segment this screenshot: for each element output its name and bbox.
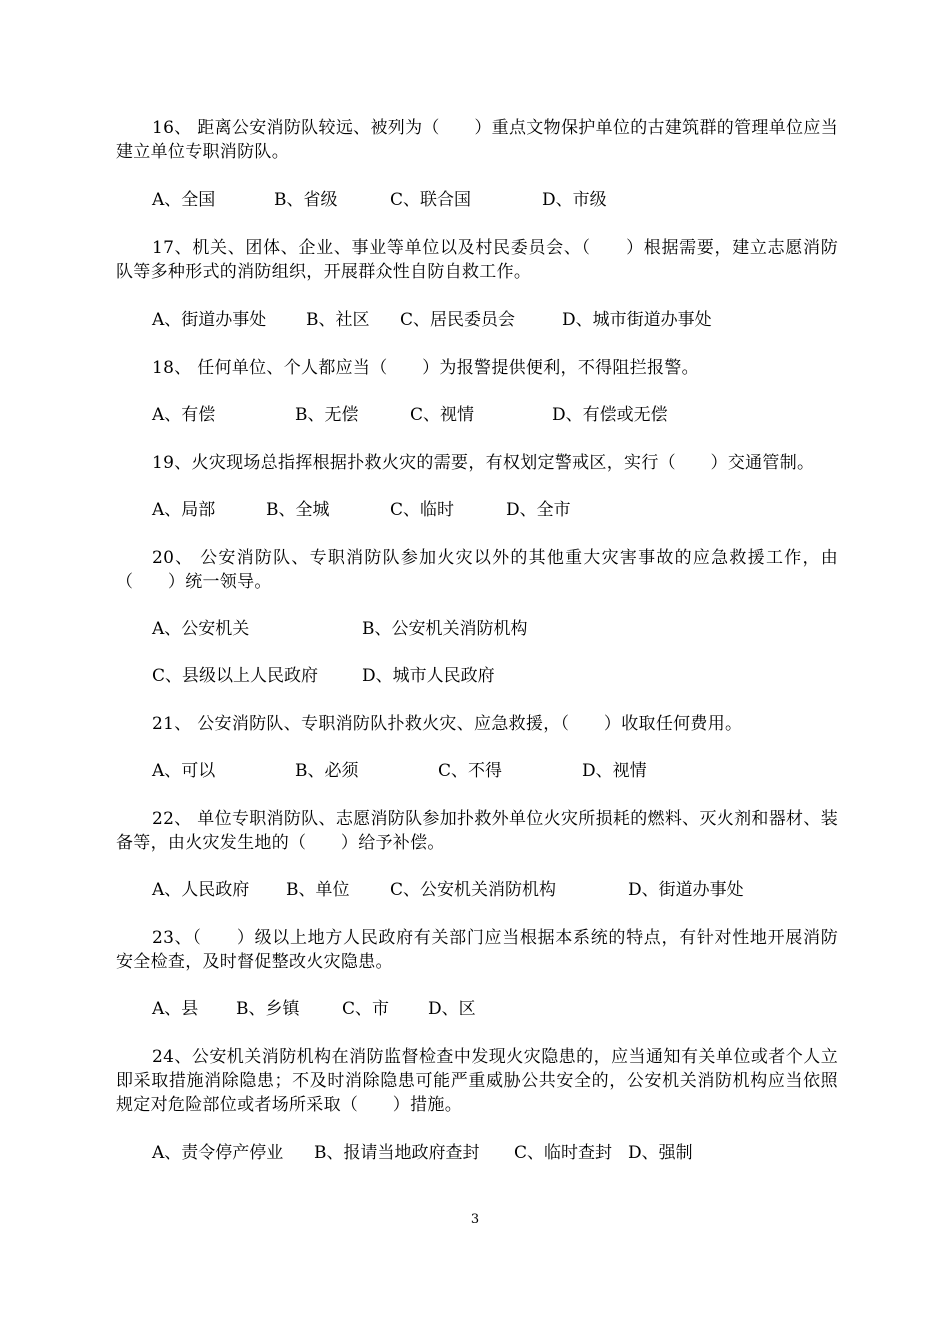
option-a: A、局部 (152, 500, 216, 520)
question-16: 16、 距离公安消防队较远、被列为（ ）重点文物保护单位的古建筑群的管理单位应当建立单位专职消防队。 (116, 118, 838, 162)
option-d: D、街道办事处 (628, 880, 744, 900)
option-a: A、公安机关 (152, 619, 250, 639)
option-b: B、公安机关消防机构 (362, 619, 528, 639)
option-c: C、临时查封 (514, 1143, 613, 1163)
option-b: B、必须 (295, 761, 359, 781)
question-17: 17、机关、团体、企业、事业等单位以及村民委员会、（ ）根据需要，建立志愿消防队等多种形式的消防组织，开展群众性自防自救工作。 (116, 238, 838, 282)
option-b: B、全城 (266, 500, 330, 520)
option-b: B、报请当地政府查封 (314, 1143, 480, 1163)
option-b: B、无偿 (295, 405, 359, 425)
question-23: 23、（ ）级以上地方人民政府有关部门应当根据本系统的特点，有针对性地开展消防安全检查，及时督促整改火灾隐患。 (116, 928, 838, 972)
option-c: C、联合国 (390, 190, 472, 210)
question-18: 18、 任何单位、个人都应当（ ）为报警提供便利，不得阻拦报警。 (152, 358, 699, 378)
option-d: D、区 (428, 999, 476, 1019)
option-d: D、城市人民政府 (362, 666, 495, 686)
question-24: 24、公安机关消防机构在消防监督检查中发现火灾隐患的，应当通知有关单位或者个人立即采取措施消除隐患；不及时消除隐患可能严重威胁公共安全的，公安机关消防机构应当依照规定对危险部位或者场所采取（ ）措施。 (116, 1047, 838, 1115)
option-c: C、不得 (438, 761, 503, 781)
option-a: A、街道办事处 (152, 310, 267, 330)
option-a: A、县 (152, 999, 199, 1019)
option-d: D、有偿或无偿 (552, 405, 668, 425)
option-c: C、县级以上人民政府 (152, 666, 319, 686)
option-c: C、临时 (390, 500, 455, 520)
question-21: 21、 公安消防队、专职消防队扑救火灾、应急救援，（ ）收取任何费用。 (152, 714, 743, 734)
option-b: B、省级 (274, 190, 338, 210)
option-b: B、社区 (306, 310, 370, 330)
option-d: D、视情 (582, 761, 647, 781)
option-b: B、单位 (286, 880, 350, 900)
page-number: 3 (470, 1212, 480, 1227)
option-d: D、强制 (628, 1143, 693, 1163)
question-22: 22、 单位专职消防队、志愿消防队参加扑救外单位火灾所损耗的燃料、灭火剂和器材、装备等，由火灾发生地的（ ）给予补偿。 (116, 809, 838, 853)
option-c: C、市 (342, 999, 390, 1019)
option-a: A、全国 (152, 190, 216, 210)
question-19: 19、火灾现场总指挥根据扑救火灾的需要，有权划定警戒区，实行（ ）交通管制。 (152, 453, 815, 473)
option-c: C、视情 (410, 405, 475, 425)
option-c: C、公安机关消防机构 (390, 880, 557, 900)
option-d: D、城市街道办事处 (562, 310, 712, 330)
option-b: B、乡镇 (236, 999, 300, 1019)
option-a: A、可以 (152, 761, 216, 781)
option-a: A、有偿 (152, 405, 216, 425)
option-a: A、人民政府 (152, 880, 250, 900)
option-d: D、市级 (542, 190, 607, 210)
option-a: A、责令停产停业 (152, 1143, 284, 1163)
question-20: 20、 公安消防队、专职消防队参加火灾以外的其他重大灾害事故的应急救援工作，由（ ）统一领导。 (116, 548, 838, 592)
option-d: D、全市 (506, 500, 571, 520)
option-c: C、居民委员会 (400, 310, 516, 330)
